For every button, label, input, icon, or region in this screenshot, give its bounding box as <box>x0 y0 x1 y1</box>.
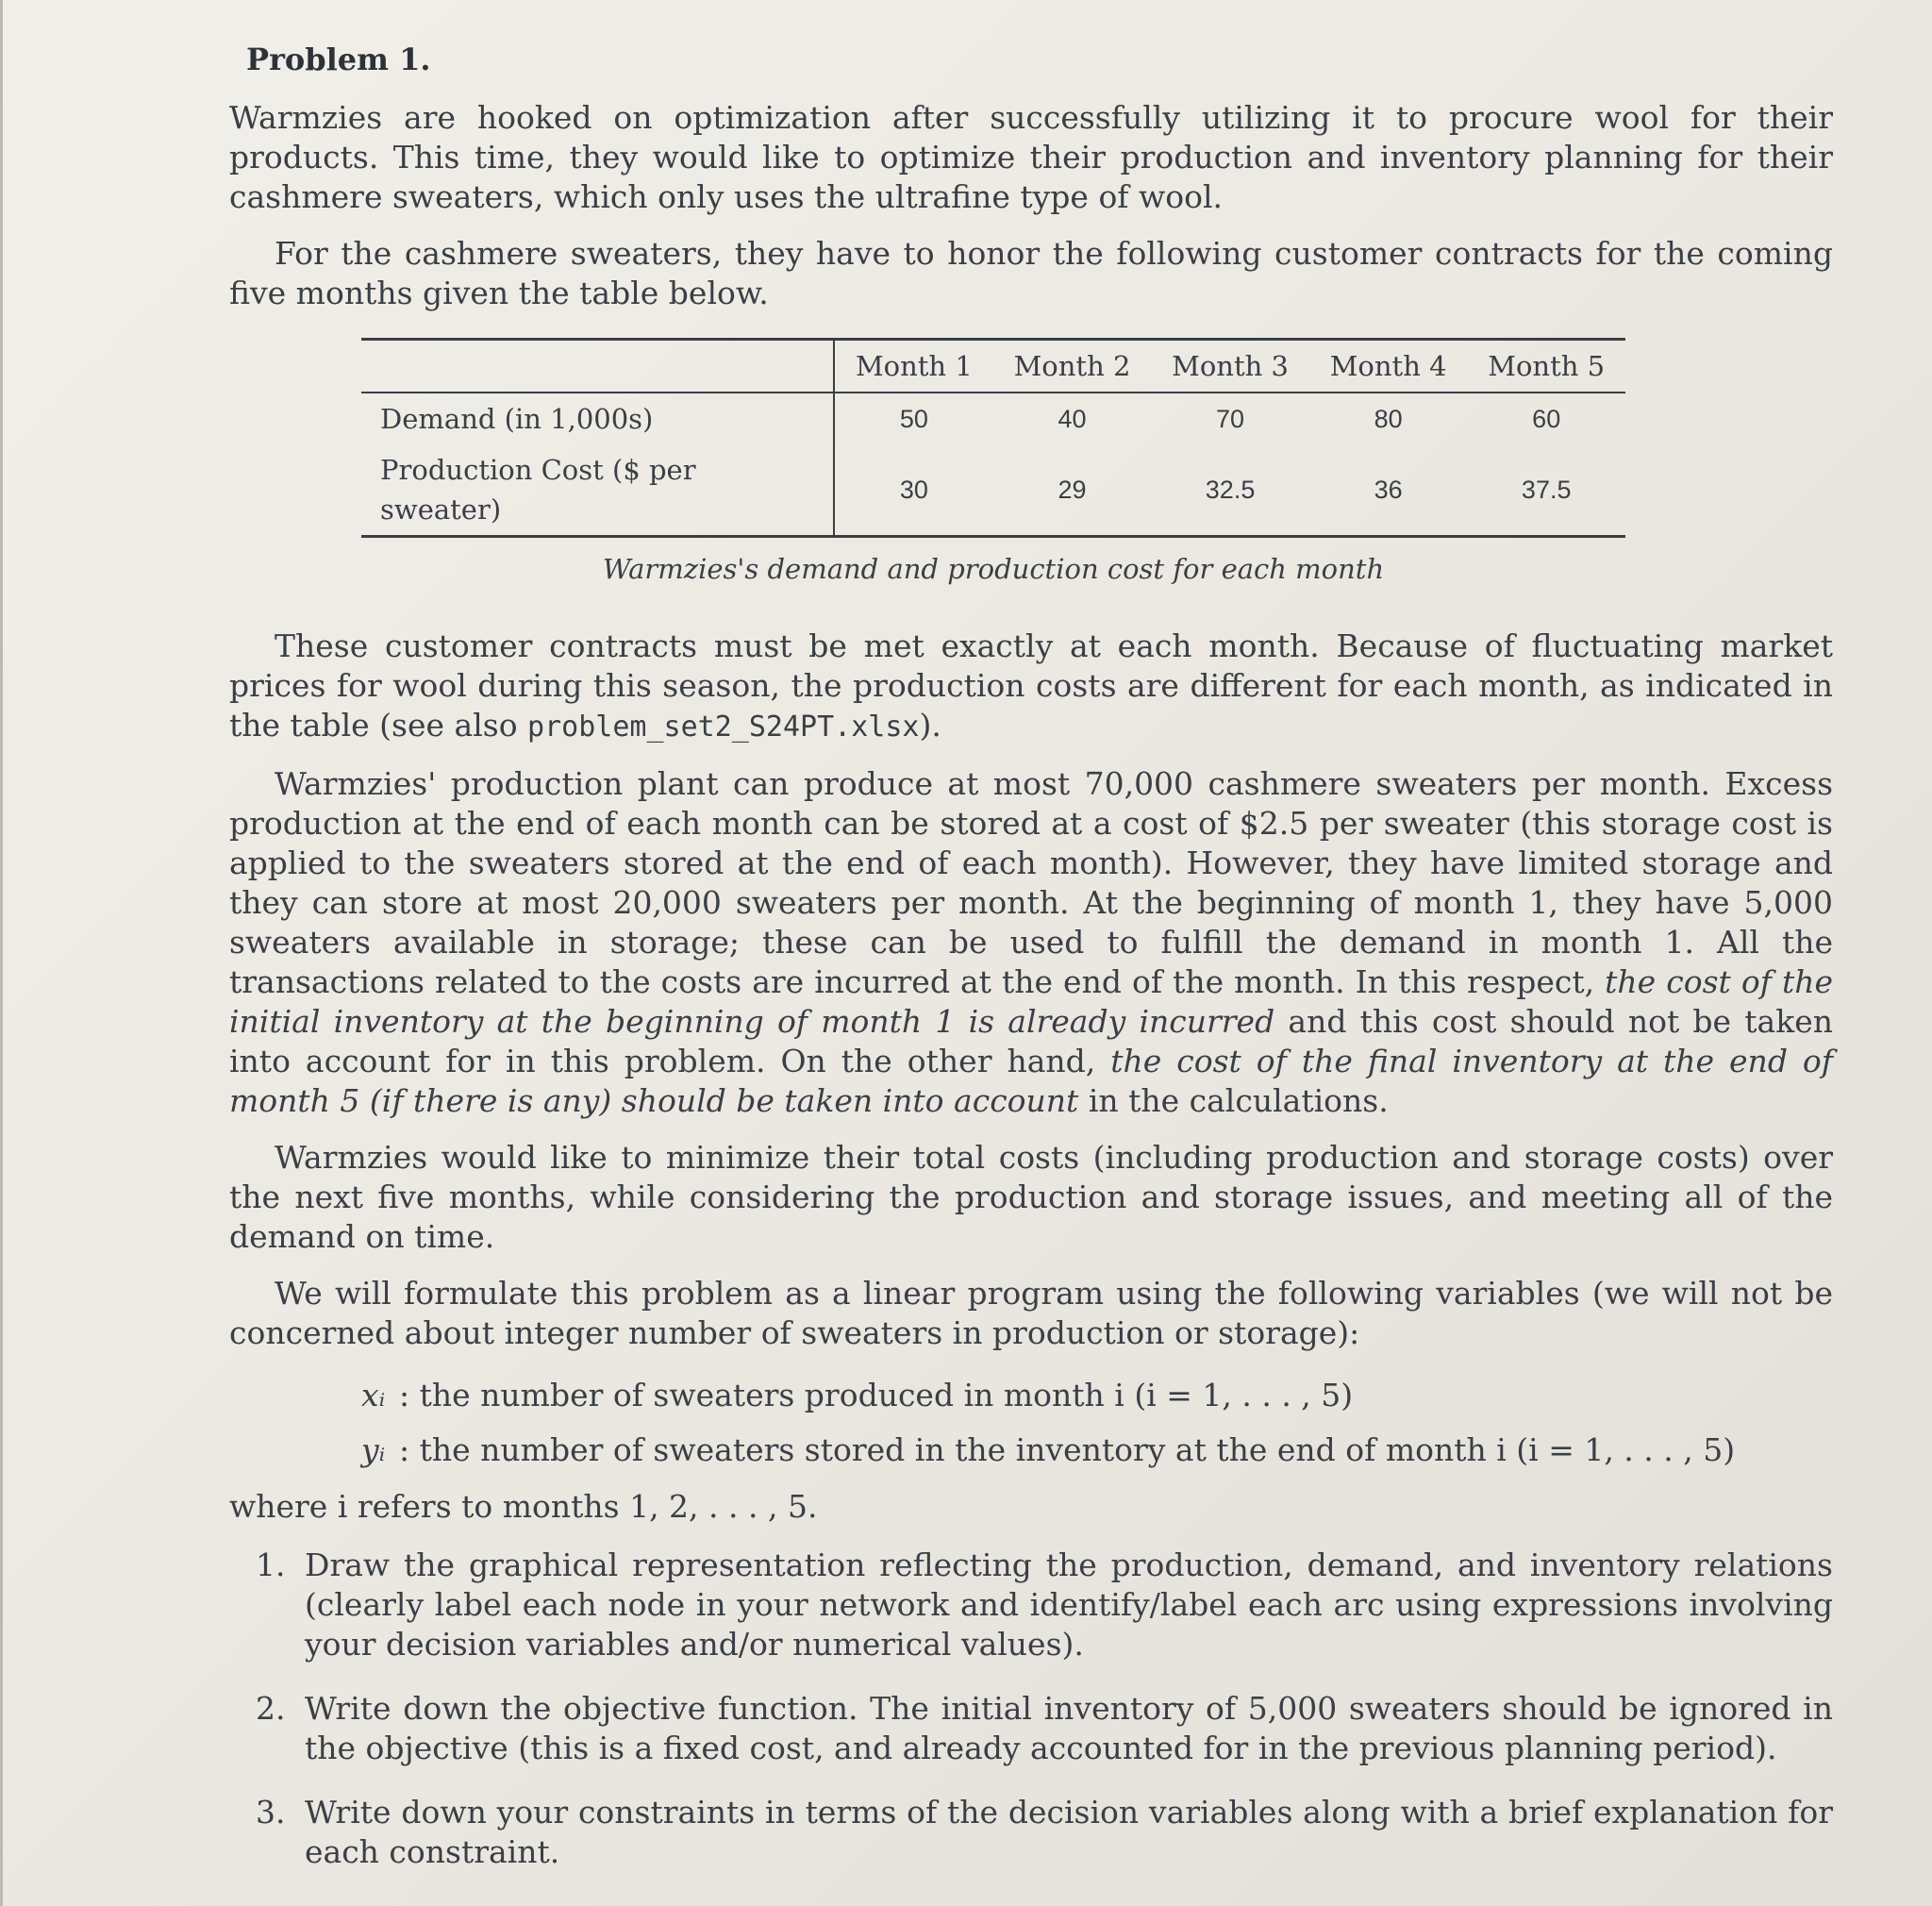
demand-month-3: 70 <box>1216 405 1245 433</box>
table-header-blank <box>361 341 834 392</box>
cost-month-2: 29 <box>1058 476 1087 504</box>
contracts-exact-end: ). <box>919 707 941 744</box>
header-month-2: Month 2 <box>1013 350 1131 382</box>
table-row-cost <box>361 444 1625 535</box>
header-month-3: Month 3 <box>1172 350 1289 382</box>
header-month-4: Month 4 <box>1329 350 1447 382</box>
formulate-paragraph: We will formulate this problem as a linear program using the following variables (we will not be concerned about integer number of sweaters in production or storage): <box>229 1275 1833 1351</box>
cost-month-1: 30 <box>834 444 993 535</box>
contracts-exact-text: These customer contracts must be met exactly at each month. Because of fluctuating market prices for wool during this season, the production costs are different for each month, as indicated in the table (see also <box>229 627 1833 744</box>
question-list <box>258 1546 1833 1872</box>
excel-file-name: problem_set2_S24PT.xlsx <box>527 711 920 744</box>
demand-month-1: 50 <box>834 393 993 444</box>
document-content <box>229 40 1833 1897</box>
plant-text-2: and this cost should not be taken into account for in this problem. On the other hand, <box>229 1003 1833 1079</box>
cost-month-3: 32.5 <box>1205 476 1256 504</box>
variable-x <box>361 1376 1833 1415</box>
variable-x-symbol: xᵢ <box>361 1377 386 1413</box>
demand-cost-table <box>361 338 1625 589</box>
problem-title: Problem 1. <box>246 42 431 77</box>
plant-text-3: in the calculations. <box>1078 1082 1389 1119</box>
production-plant-paragraph <box>229 764 1833 1121</box>
table-header-row <box>361 341 1625 392</box>
plant-text-1: Warmzies' production plant can produce at most 70,000 cashmere sweaters per month. Excess production at the end of each month can be stored at a cost of $2.5 per sweater (this storage cost is applied to the sweaters stored at the end of each month). However, they have limited storage and they can store at most 20,000 sweaters per month. At the beginning of month 1, they have 5,000 sweaters available in storage; these can be used to fulfill the demand in month 1. All the transactions related to the costs are incurred at the end of the month. In this respect, <box>229 765 1833 1000</box>
row-label-demand: Demand (in 1,000s) <box>380 403 654 435</box>
table-bottom-rule <box>361 535 1625 538</box>
question-3: 3. Write down your constraints in terms of the decision variables along with a brief explanation for each constraint. <box>295 1793 1833 1872</box>
header-month-5: Month 5 <box>1488 350 1606 382</box>
contracts-paragraph: For the cashmere sweaters, they have to honor the following customer contracts for the coming five months given the table below. <box>229 235 1833 311</box>
where-line: where i refers to months 1, 2, . . . , 5. <box>229 1488 818 1525</box>
table-row-demand <box>361 393 1625 444</box>
intro-paragraph: Warmzies are hooked on optimization after successfully utilizing it to procure wool for their products. This time, they would like to optimize their production and inventory planning for their cashmere sweaters, which only uses the ultrafine type of wool. <box>229 99 1833 215</box>
cost-month-5: 37.5 <box>1521 476 1572 504</box>
final-inventory-emphasis: the cost of the final inventory at the end of month 5 (if there is any) should be taken into account <box>229 1043 1833 1119</box>
row-label-cost: Production Cost ($ per sweater) <box>380 454 696 526</box>
contracts-exact-paragraph <box>229 627 1833 747</box>
demand-month-2: 40 <box>1058 405 1087 433</box>
demand-month-5: 60 <box>1532 405 1561 433</box>
table-caption: Warmzies's demand and production cost for each month <box>602 553 1385 585</box>
variable-y-symbol: yᵢ <box>361 1431 386 1468</box>
variable-definitions <box>361 1376 1833 1470</box>
cost-month-4: 36 <box>1374 476 1403 504</box>
variable-y <box>361 1430 1833 1470</box>
minimize-paragraph: Warmzies would like to minimize their total costs (including production and storage costs) over the next five months, while considering the production and storage issues, and meeting all of the demand on time. <box>229 1139 1833 1255</box>
header-month-1: Month 1 <box>834 341 993 392</box>
variable-x-text: : the number of sweaters produced in month i (i = 1, . . . , 5) <box>399 1377 1354 1413</box>
question-2: 2. Write down the objective function. The initial inventory of 5,000 sweaters should be ignored in the objective (this is a fixed cost, and already accounted for in the previous planning period). <box>295 1689 1833 1768</box>
question-1: 1. Draw the graphical representation reflecting the production, demand, and inventory relations (clearly label each node in your network and identify/label each arc using expressions involving your decision variables and/or numerical values). <box>295 1546 1833 1664</box>
variable-y-text: : the number of sweaters stored in the inventory at the end of month i (i = 1, . . . , 5) <box>399 1431 1736 1468</box>
initial-inventory-emphasis: the cost of the initial inventory at the beginning of month 1 is already incurred <box>229 963 1833 1040</box>
demand-month-4: 80 <box>1374 405 1403 433</box>
